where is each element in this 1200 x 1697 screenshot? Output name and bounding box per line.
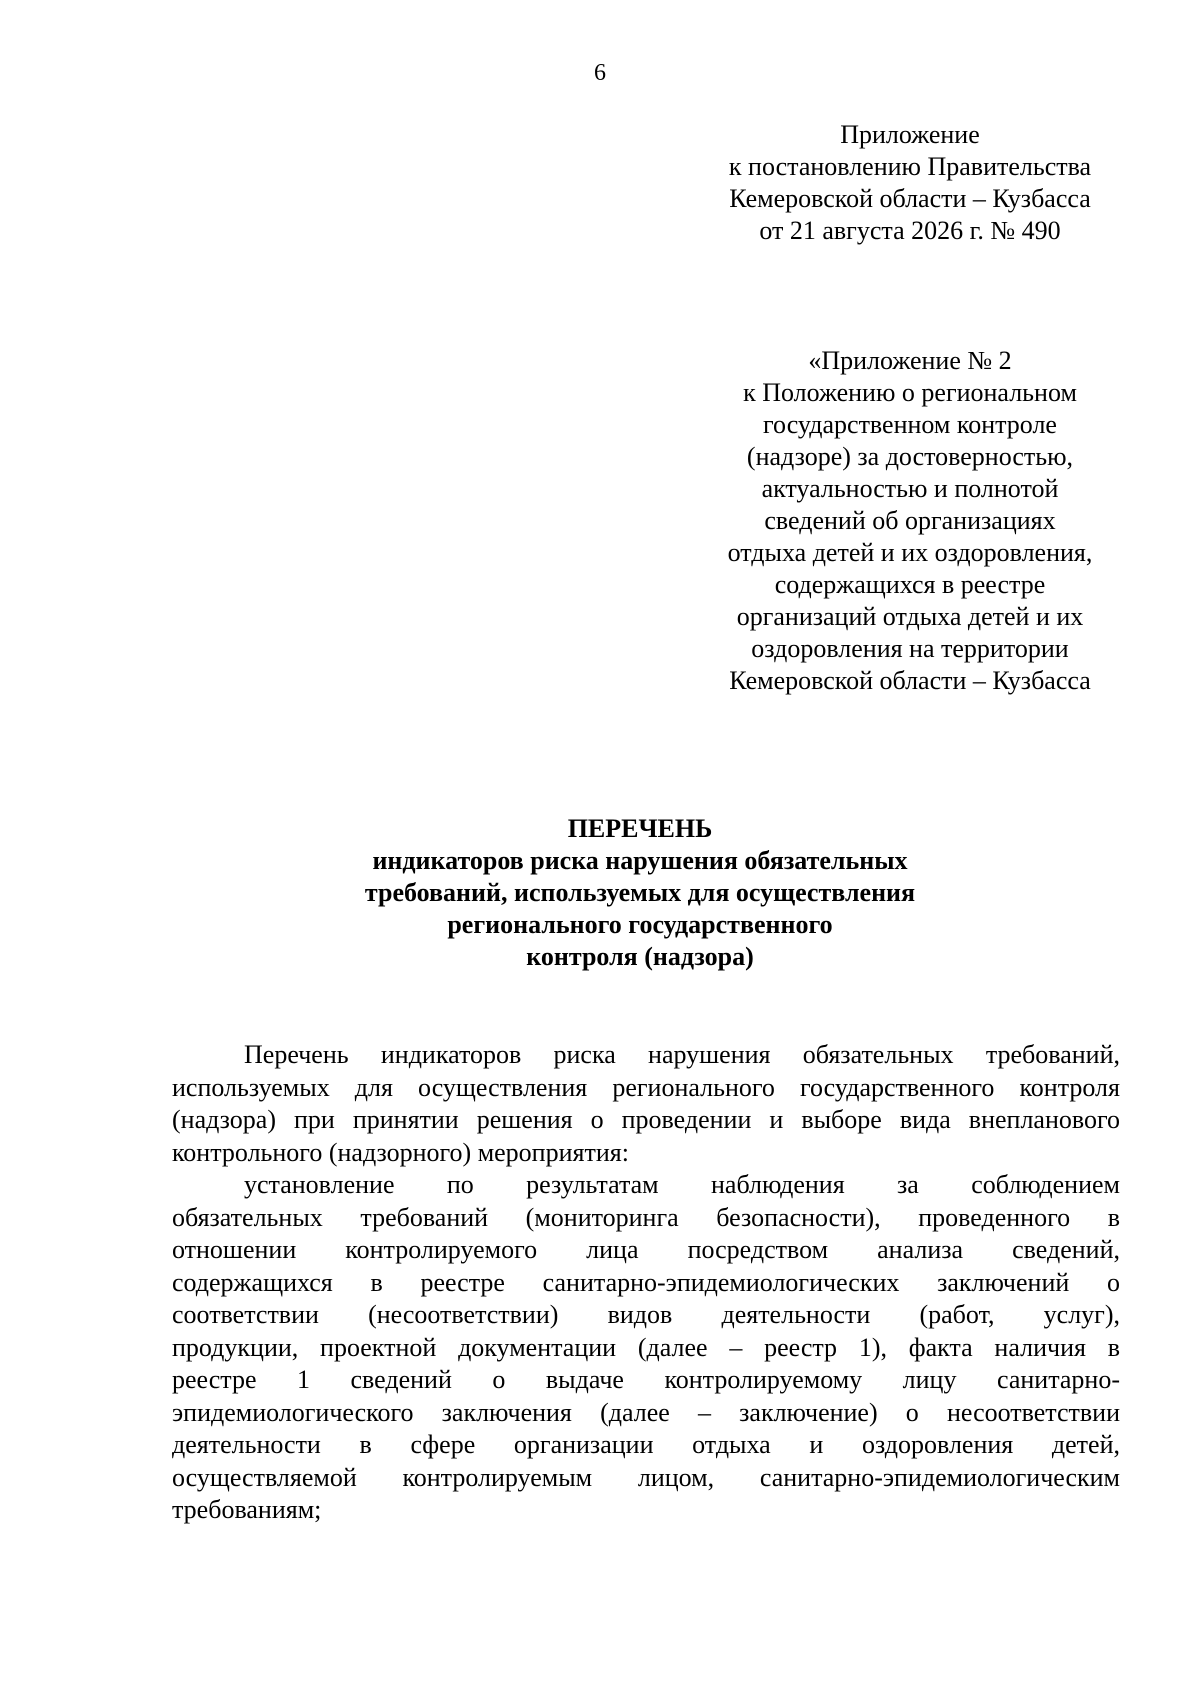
appendix-header (690, 119, 1130, 247)
paragraph-line: отношении контролируемого лица посредством анализа сведений, (172, 1235, 1120, 1264)
paragraph-line: Перечень индикаторов риска нарушения обязательных требований, (244, 1040, 1120, 1069)
document-title (170, 813, 1110, 973)
appendix-2-line: отдыха детей и их оздоровления, (727, 538, 1093, 567)
paragraph-line: соответствии (несоответствии) видов деятельности (работ, услуг), (172, 1300, 1120, 1329)
paragraph-line: деятельности в сфере организации отдыха и оздоровления детей, (172, 1430, 1120, 1459)
appendix-2-line: сведений об организациях (764, 506, 1056, 535)
appendix-2-line: к Положению о региональном (743, 378, 1077, 407)
title-line: требований, используемых для осуществления (364, 878, 916, 907)
appendix-line: Приложение (840, 120, 980, 149)
body-paragraph (172, 1039, 1120, 1169)
paragraph-line: эпидемиологического заключения (далее – заключение) о несоответствии (172, 1397, 1120, 1427)
title-line: регионального государственного (447, 910, 833, 939)
paragraph-line: осуществляемой контролируемым лицом, санитарно-эпидемиологическим (172, 1462, 1120, 1492)
appendix-2-line: государственном контроле (763, 410, 1057, 439)
body-paragraph (172, 1169, 1120, 1527)
paragraph-line: требованиям; (172, 1495, 322, 1524)
appendix-2-line: (надзоре) за достоверностью, (746, 442, 1074, 471)
appendix-line: от 21 августа 2026 г. № 490 (759, 216, 1061, 245)
appendix-2-line: организаций отдыха детей и их (736, 602, 1084, 631)
appendix-line: Кемеровской области – Кузбасса (729, 184, 1091, 213)
page-number: 6 (594, 60, 606, 86)
paragraph-line: реестре 1 сведений о выдаче контролируемому лицу санитарно- (172, 1365, 1120, 1394)
appendix-2-header (690, 345, 1130, 697)
appendix-2-line: актуальностью и полнотой (761, 474, 1059, 503)
paragraph-line: установление по результатам наблюдения за соблюдением (244, 1170, 1120, 1199)
paragraph-line: контрольного (надзорного) мероприятия: (172, 1137, 629, 1167)
paragraph-line: продукции, проектной документации (далее – реестр 1), факта наличия в (172, 1332, 1120, 1362)
title-line: индикаторов риска нарушения обязательных (372, 846, 908, 875)
appendix-2-line: содержащихся в реестре (774, 570, 1046, 599)
appendix-2-line: «Приложение № 2 (808, 346, 1012, 375)
title-line: ПЕРЕЧЕНЬ (567, 814, 713, 843)
paragraph-line: (надзора) при принятии решения о проведении и выборе вида внепланового (172, 1105, 1120, 1134)
document-body (172, 1039, 1120, 1527)
appendix-2-line: оздоровления на территории (751, 634, 1069, 663)
title-line: контроля (надзора) (526, 942, 754, 971)
appendix-2-line: Кемеровской области – Кузбасса (729, 666, 1091, 695)
paragraph-line: содержащихся в реестре санитарно-эпидемиологических заключений о (172, 1267, 1120, 1297)
appendix-line: к постановлению Правительства (728, 152, 1092, 181)
paragraph-line: используемых для осуществления регионального государственного контроля (172, 1072, 1120, 1102)
paragraph-line: обязательных требований (мониторинга безопасности), проведенного в (172, 1202, 1120, 1232)
